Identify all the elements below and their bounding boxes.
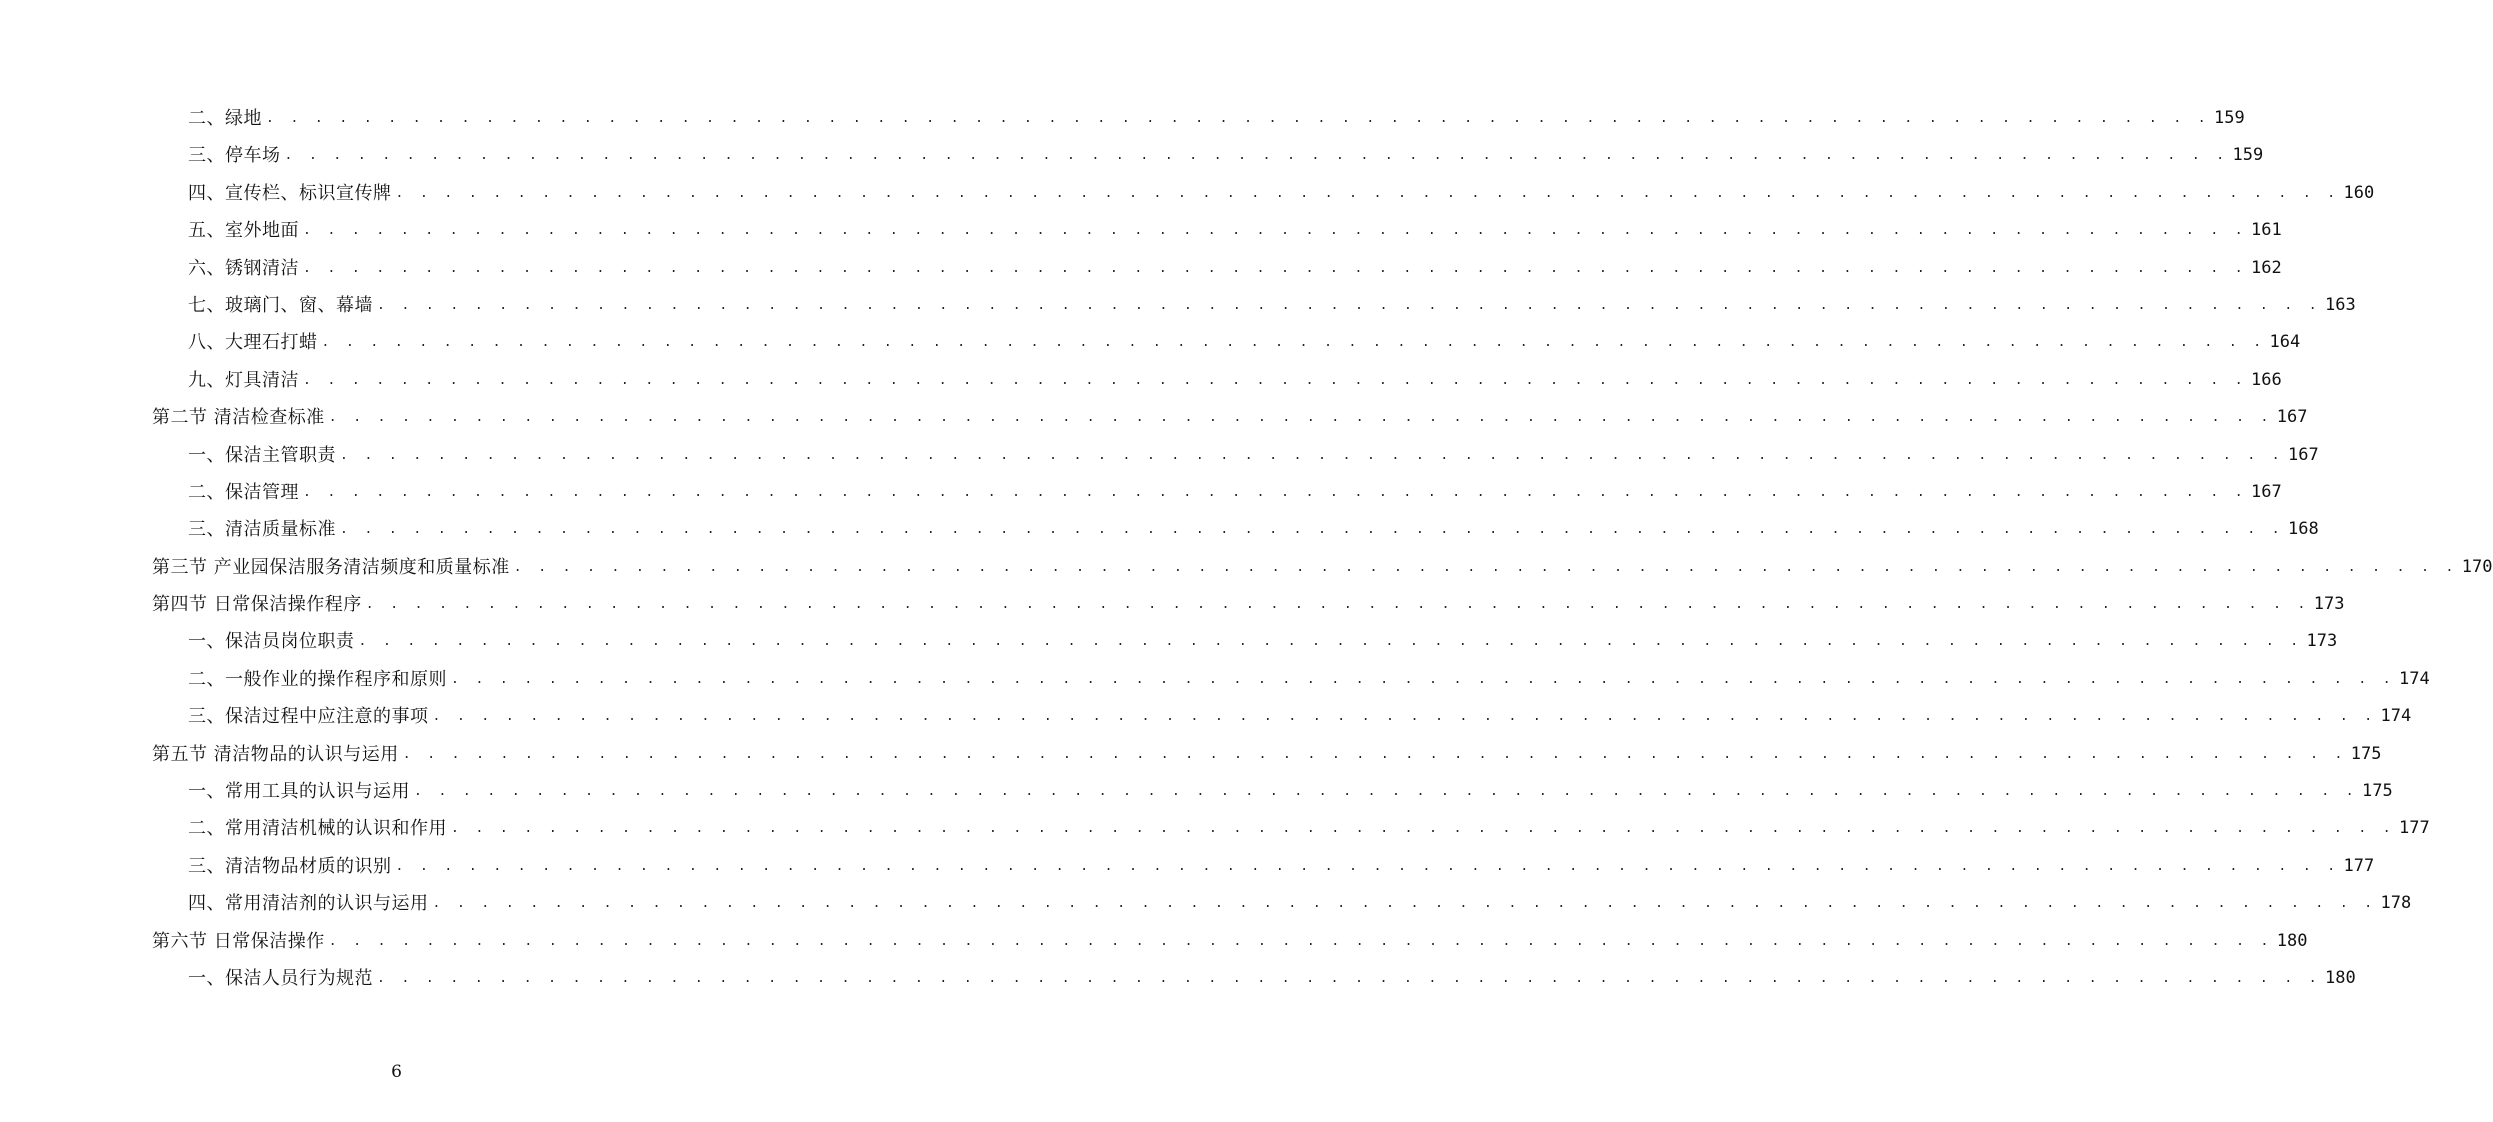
- toc-subsection-entry[interactable]: [152, 137, 2264, 174]
- toc-entry-title: 一、保洁员岗位职责: [188, 631, 355, 653]
- toc-dot-leader: . . . . . . . . . . . . . . . . . . . . . . . . . . . . . . . . . . . . . . . . . . . . . . . . . . . . . . . . . . . . . . . . . . . . . . . . . . . . . . . .: [451, 821, 2396, 837]
- toc-entry-page: 167: [2288, 444, 2319, 465]
- toc-dot-leader: . . . . . . . . . . . . . . . . . . . . . . . . . . . . . . . . . . . . . . . . . . . . . . . . . . . . . . . . . . . . . . . . . . . . . . . . . . . . . . . .: [303, 484, 2248, 500]
- toc-subsection-entry[interactable]: [152, 661, 2430, 698]
- toc-dot-leader: . . . . . . . . . . . . . . . . . . . . . . . . . . . . . . . . . . . . . . . . . . . . . . . . . . . . . . . . . . . . . . . . . . . . . . . . . . . . . . . .: [340, 447, 2285, 463]
- toc-dot-leader: . . . . . . . . . . . . . . . . . . . . . . . . . . . . . . . . . . . . . . . . . . . . . . . . . . . . . . . . . . . . . . . . . . . . . . . . . . . . . . . .: [395, 858, 2340, 874]
- toc-dot-leader: . . . . . . . . . . . . . . . . . . . . . . . . . . . . . . . . . . . . . . . . . . . . . . . . . . . . . . . . . . . . . . . . . . . . . . . . . . . . . . . .: [328, 410, 2273, 426]
- toc-entry-title: 第五节 清洁物品的认识与运用: [152, 743, 399, 765]
- toc-section-entry[interactable]: [152, 549, 2493, 586]
- toc-entry-title: 第六节 日常保洁操作: [152, 930, 325, 952]
- toc-entry-title: 五、室外地面: [188, 220, 299, 242]
- toc-subsection-entry[interactable]: [152, 250, 2282, 287]
- toc-dot-leader: . . . . . . . . . . . . . . . . . . . . . . . . . . . . . . . . . . . . . . . . . . . . . . . . . . . . . . . . . . . . . . . . . . . . . . . . . . . . . . . .: [303, 223, 2248, 239]
- toc-dot-leader: . . . . . . . . . . . . . . . . . . . . . . . . . . . . . . . . . . . . . . . . . . . . . . . . . . . . . . . . . . . . . . . . . . . . . . . . . . . . . . . .: [395, 185, 2340, 201]
- toc-entry-page: 177: [2343, 855, 2375, 876]
- toc-entry-title: 二、一般作业的操作程序和原则: [188, 668, 447, 690]
- toc-subsection-entry[interactable]: [152, 474, 2282, 511]
- toc-entry-title: 四、宣传栏、标识宣传牌: [188, 182, 392, 204]
- toc-subsection-entry[interactable]: [152, 773, 2393, 810]
- toc-entry-title: 三、停车场: [188, 145, 281, 167]
- toc-section-entry[interactable]: [152, 586, 2345, 623]
- toc-entry-page: 174: [2399, 668, 2430, 689]
- toc-dot-leader: . . . . . . . . . . . . . . . . . . . . . . . . . . . . . . . . . . . . . . . . . . . . . . . . . . . . . . . . . . . . . . . . . . . . . . . . . . . . . . . .: [377, 297, 2322, 313]
- toc-entry-title: 三、保洁过程中应注意的事项: [188, 706, 429, 728]
- toc-entry-title: 第三节 产业园保洁服务清洁频度和质量标准: [152, 556, 510, 578]
- toc-subsection-entry[interactable]: [152, 324, 2301, 361]
- toc-entry-page: 159: [2232, 145, 2264, 166]
- toc-entry-title: 三、清洁物品材质的识别: [188, 855, 392, 877]
- toc-entry-title: 六、锈钢清洁: [188, 257, 299, 279]
- toc-entry-page: 175: [2362, 781, 2393, 802]
- toc-subsection-entry[interactable]: [152, 511, 2319, 548]
- toc-dot-leader: . . . . . . . . . . . . . . . . . . . . . . . . . . . . . . . . . . . . . . . . . . . . . . . . . . . . . . . . . . . . . . . . . . . . . . . . . . . . . . . .: [358, 634, 2303, 650]
- toc-entry-title: 二、常用清洁机械的认识和作用: [188, 818, 447, 840]
- toc-entry-title: 一、保洁人员行为规范: [188, 967, 373, 989]
- toc-entry-title: 第四节 日常保洁操作程序: [152, 594, 362, 616]
- page-number: 6: [391, 1062, 402, 1082]
- toc-entry-page: 175: [2350, 743, 2382, 764]
- toc-subsection-entry[interactable]: [152, 960, 2356, 997]
- toc-subsection-entry[interactable]: [152, 362, 2282, 399]
- toc-entry-page: 180: [2325, 967, 2356, 988]
- toc-subsection-entry[interactable]: [152, 287, 2356, 324]
- toc-subsection-entry[interactable]: [152, 848, 2375, 885]
- toc-entry-title: 七、玻璃门、窗、幕墙: [188, 294, 373, 316]
- toc-dot-leader: . . . . . . . . . . . . . . . . . . . . . . . . . . . . . . . . . . . . . . . . . . . . . . . . . . . . . . . . . . . . . . . . . . . . . . . . . . . . . . . .: [432, 896, 2377, 912]
- toc-subsection-entry[interactable]: [152, 100, 2245, 137]
- toc-subsection-entry[interactable]: [152, 175, 2375, 212]
- toc-entry-title: 一、常用工具的认识与运用: [188, 781, 410, 803]
- toc-dot-leader: . . . . . . . . . . . . . . . . . . . . . . . . . . . . . . . . . . . . . . . . . . . . . . . . . . . . . . . . . . . . . . . . . . . . . . . . . . . . . . . .: [402, 746, 2347, 762]
- toc-entry-title: 二、绿地: [188, 108, 262, 129]
- toc-dot-leader: . . . . . . . . . . . . . . . . . . . . . . . . . . . . . . . . . . . . . . . . . . . . . . . . . . . . . . . . . . . . . . . . . . . . . . . . . . . . . . . .: [365, 597, 2310, 613]
- table-of-contents: [152, 100, 2493, 997]
- toc-section-entry[interactable]: [152, 736, 2382, 773]
- toc-dot-leader: . . . . . . . . . . . . . . . . . . . . . . . . . . . . . . . . . . . . . . . . . . . . . . . . . . . . . . . . . . . . . . . . . . . . . . . . . . . . . . . .: [451, 671, 2396, 687]
- toc-entry-page: 168: [2288, 519, 2319, 540]
- toc-entry-title: 第二节 清洁检查标准: [152, 407, 325, 429]
- toc-subsection-entry[interactable]: [152, 623, 2338, 660]
- toc-entry-page: 167: [2251, 481, 2282, 502]
- toc-entry-page: 170: [2461, 556, 2493, 577]
- toc-dot-leader: . . . . . . . . . . . . . . . . . . . . . . . . . . . . . . . . . . . . . . . . . . . . . . . . . . . . . . . . . . . . . . . . . . . . . . . . . . . . . . . .: [414, 784, 2359, 800]
- toc-dot-leader: . . . . . . . . . . . . . . . . . . . . . . . . . . . . . . . . . . . . . . . . . . . . . . . . . . . . . . . . . . . . . . . . . . . . . . . . . . . . . . . .: [432, 709, 2377, 725]
- toc-entry-page: 159: [2214, 108, 2245, 128]
- toc-entry-page: 173: [2313, 594, 2345, 615]
- toc-dot-leader: . . . . . . . . . . . . . . . . . . . . . . . . . . . . . . . . . . . . . . . . . . . . . . . . . . . . . . . . . . . . . . . . . . . . . . . . . . . . . . . .: [266, 111, 2211, 126]
- toc-entry-title: 二、保洁管理: [188, 481, 299, 503]
- toc-entry-page: 164: [2269, 332, 2301, 353]
- toc-entry-title: 四、常用清洁剂的认识与运用: [188, 893, 429, 915]
- toc-entry-page: 162: [2251, 257, 2282, 278]
- toc-section-entry[interactable]: [152, 399, 2308, 436]
- toc-dot-leader: . . . . . . . . . . . . . . . . . . . . . . . . . . . . . . . . . . . . . . . . . . . . . . . . . . . . . . . . . . . . . . . . . . . . . . . . . . . . . . . .: [303, 372, 2248, 388]
- toc-entry-page: 160: [2343, 182, 2375, 203]
- toc-dot-leader: . . . . . . . . . . . . . . . . . . . . . . . . . . . . . . . . . . . . . . . . . . . . . . . . . . . . . . . . . . . . . . . . . . . . . . . . . . . . . . . .: [303, 260, 2248, 276]
- toc-dot-leader: . . . . . . . . . . . . . . . . . . . . . . . . . . . . . . . . . . . . . . . . . . . . . . . . . . . . . . . . . . . . . . . . . . . . . . . . . . . . . . . .: [340, 522, 2285, 538]
- toc-entry-title: 三、清洁质量标准: [188, 519, 336, 541]
- toc-subsection-entry[interactable]: [152, 885, 2412, 922]
- toc-entry-page: 167: [2276, 407, 2308, 428]
- toc-entry-page: 166: [2251, 369, 2282, 390]
- toc-dot-leader: . . . . . . . . . . . . . . . . . . . . . . . . . . . . . . . . . . . . . . . . . . . . . . . . . . . . . . . . . . . . . . . . . . . . . . . . . . . . . . . .: [321, 335, 2266, 351]
- toc-dot-leader: . . . . . . . . . . . . . . . . . . . . . . . . . . . . . . . . . . . . . . . . . . . . . . . . . . . . . . . . . . . . . . . . . . . . . . . . . . . . . . . .: [377, 970, 2322, 986]
- toc-dot-leader: . . . . . . . . . . . . . . . . . . . . . . . . . . . . . . . . . . . . . . . . . . . . . . . . . . . . . . . . . . . . . . . . . . . . . . . . . . . . . . . .: [328, 933, 2273, 949]
- toc-entry-page: 177: [2399, 818, 2430, 839]
- toc-dot-leader: . . . . . . . . . . . . . . . . . . . . . . . . . . . . . . . . . . . . . . . . . . . . . . . . . . . . . . . . . . . . . . . . . . . . . . . . . . . . . . . .: [284, 148, 2229, 164]
- toc-entry-page: 161: [2251, 220, 2282, 241]
- toc-subsection-entry[interactable]: [152, 437, 2319, 474]
- toc-section-entry[interactable]: [152, 923, 2308, 960]
- toc-entry-page: 180: [2276, 930, 2308, 951]
- toc-subsection-entry[interactable]: [152, 810, 2430, 847]
- toc-entry-title: 八、大理石打蜡: [188, 332, 318, 354]
- toc-entry-page: 174: [2380, 706, 2412, 727]
- toc-entry-page: 178: [2380, 893, 2412, 914]
- toc-entry-page: 163: [2325, 294, 2356, 315]
- toc-entry-title: 一、保洁主管职责: [188, 444, 336, 466]
- toc-dot-leader: . . . . . . . . . . . . . . . . . . . . . . . . . . . . . . . . . . . . . . . . . . . . . . . . . . . . . . . . . . . . . . . . . . . . . . . . . . . . . . . .: [513, 559, 2458, 575]
- toc-entry-title: 九、灯具清洁: [188, 369, 299, 391]
- toc-entry-page: 173: [2306, 631, 2338, 652]
- toc-subsection-entry[interactable]: [152, 698, 2412, 735]
- toc-subsection-entry[interactable]: [152, 212, 2282, 249]
